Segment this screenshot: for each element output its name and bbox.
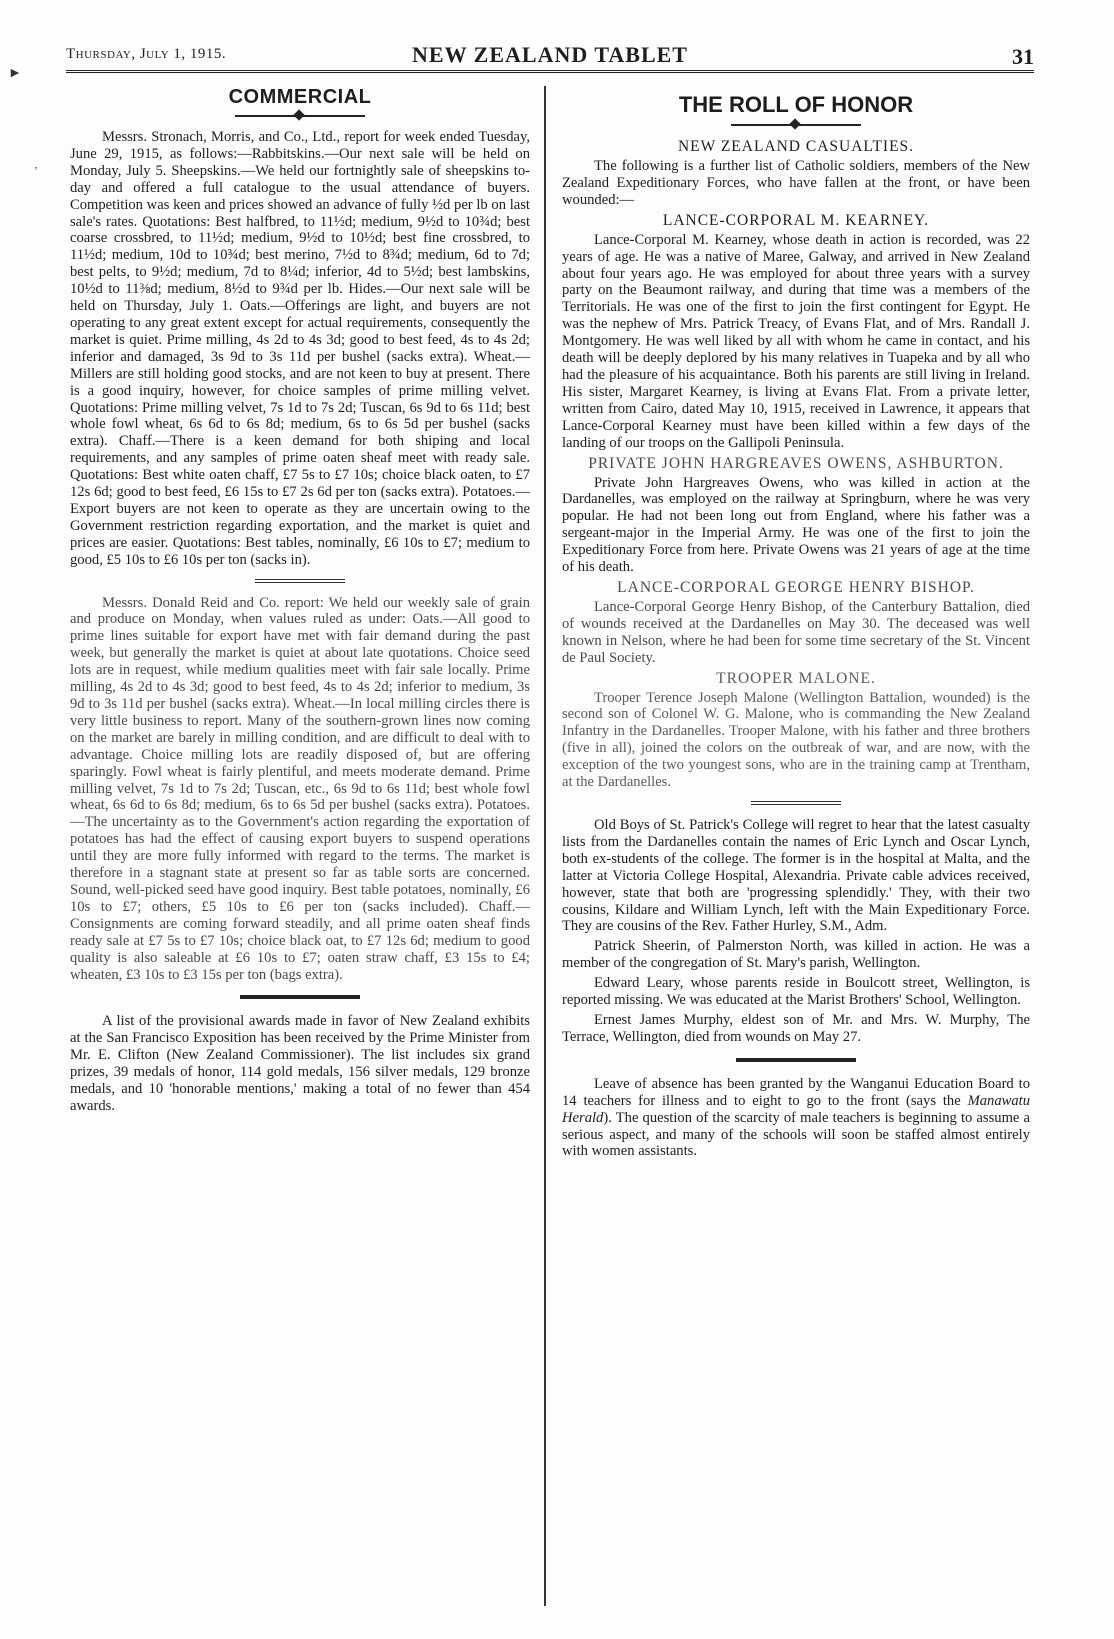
owens-body: Private John Hargreaves Owens, who was killed in action at the Dardanelles, was employed on the railway at Springburn, where he was very popular. He had not been long out from England, where his father was a sergeant-major in the Imperial Army. He was one of the first to join the Expeditionary Force from here. Private Owens was 21 years of age at the time of his death. [562, 474, 1030, 576]
malone-body: Trooper Terence Joseph Malone (Wellington Battalion, wounded) is the second son of Colonel W. G. Malone, who is commanding the New Zealand Infantry in the Dardanelles. Trooper Malone, with his father and three brothers (five in all), joined the colors on the outbreak of war, and are now, with the exception of the two youngest sons, who are in the training camp at Trentham, at the Dardanelles. [562, 689, 1030, 791]
section-separator [240, 995, 360, 999]
masthead [66, 42, 1034, 70]
teachers-leave-text: Leave of absence has been granted by the Wanganui Education Board to 14 teachers for illness and to eight to go to the front (says the [562, 1075, 1030, 1109]
commercial-column [70, 86, 530, 1118]
owens-title: PRIVATE JOHN HARGREAVES OWENS, ASHBURTON. [588, 454, 1004, 472]
commercial-heading: COMMERCIAL [228, 86, 372, 108]
roll-of-honor-heading: THE ROLL OF HONOR [678, 92, 914, 117]
page-number: 31 [1012, 44, 1034, 69]
casualties-subheading: NEW ZEALAND CASUALTIES. [677, 138, 915, 155]
column-divider [544, 86, 546, 1606]
bishop-title: LANCE-CORPORAL GEORGE HENRY BISHOP. [617, 578, 975, 596]
teachers-leave-text-cont: ). The question of the scarcity of male teachers is beginning to assume a serious aspect, and many of the schools will soon be staffed almost entirely with women assistants. [562, 1109, 1030, 1160]
kearney-title: LANCE-CORPORAL M. KEARNEY. [662, 211, 930, 229]
casualties-intro: The following is a further list of Catholic soldiers, members of the New Zealand Expeditionary Forces, who have fallen at the front, or have been wounded:— [562, 158, 1030, 208]
leary-paragraph: Edward Leary, whose parents reside in Boulcott street, Wellington, is reported missing. We was educated at the Marist Brothers' School, Wellington. [562, 975, 1030, 1009]
sheerin-paragraph: Patrick Sheerin, of Palmerston North, was killed in action. He was a member of the congregation of St. Mary's parish, Wellington. [562, 938, 1030, 972]
exposition-awards: A list of the provisional awards made in favor of New Zealand exhibits at the San Francisco Exposition has been received by the Prime Minister from Mr. E. Clifton (New Zealand Commissioner). The list includes six grand prizes, 39 medals of honor, 114 gold medals, 156 silver medals, 129 bronze medals, and 10 'honorable mentions,' making a total of no fewer than 454 awards. [70, 1013, 530, 1114]
stronach-report: Messrs. Stronach, Morris, and Co., Ltd., report for week ended Tuesday, June 29, 1915, as follows:—Rabbitskins.—Our next sale will be held on Monday, July 5. Sheepskins.—We held our fortnightly sale of sheepskins to-day and offered a full catalogue to the usual attendance of buyers. Competition was keen and prices showed an advance of fully ½d per lb on last sale's rates. Quotations: Best halfbred, to 11½d; medium, 9½d to 10¾d; best coarse crossbred, to 11½d; medium, 9½d to 10½d; best fine crossbred, to 11½d; medium, 10d to 10¾d; best merino, 7½d to 8¾d; medium, 6d to 7d; best pelts, to 9½d; medium, 7d to 8¼d; inferior, 4d to 5½d; best lambskins, 10½d to 11⅜d; medium, 8½d to 9¾d per lb. Hides.—Our next sale will be held on Thursday, July 1. Oats.—Offerings are light, and buyers are not operating to any great extent except for actual requirements, consequently the market is quiet. Prime milling, 4s 2d to 4s 3d; good to best feed, 4s to 4s 2d; inferior and damaged, 3s 9d to 3s 11d per bushel (sacks extra). Wheat.—Millers are still holding good stocks, and are not keen to buy at present. There is a good inquiry, however, for choice samples of prime milling velvet. Quotations: Prime milling velvet, 7s 1d to 7s 2d; Tuscan, 6s 9d to 6s 11d; best whole fowl wheat, 6s 6d to 6s 8d; medium, 6s to 6s 5d per bushel (sacks extra). Chaff.—There is a keen demand for both shiping and local requirements, and any samples of prime oaten sheaf meet with ready sale. Quotations: Best white oaten chaff, £7 5s to £7 10s; choice black oaten, to £7 12s 6d; good to best feed, £6 15s to £7 2s 6d per ton (sacks extra). Potatoes.—Export buyers are not keen to operate as they are uncertain owing to the Government restriction regarding exportation, and the market is quiet and prices are easier. Quotations: Best tables, nominally, £6 10s to £7; medium to good, £5 10s to £6 10s per ton (sacks in). [70, 129, 530, 568]
margin-arrow-mark: ► [8, 66, 22, 81]
section-separator [736, 1058, 856, 1062]
section-separator [255, 579, 345, 583]
masthead-rule [66, 70, 1034, 73]
reid-report: Messrs. Donald Reid and Co. report: We held our weekly sale of grain and produce on Monday, when values ruled as under: Oats.—All good to prime lines suitable for export have met with fair demand during the past week, but generally the market is quiet at about late quotations. Choice seed lots are in request, while medium qualities meet with fair sale locally. Prime milling, 4s 2d to 4s 3d; good to best feed, 4s to 4s 2d; inferior to medium, 3s 9d to 3s 11d per bushel (sacks extra). Wheat.—In local milling circles there is very little business to report. Many of the southern-grown lines now coming on the market are barely in milling condition, and are difficult to deal with to advantage. Choice milling lots are readily disposed of, but are offering sparingly. Fowl wheat is fairly plentiful, and meets moderate demand. Prime milling velvet, 7s 1d to 7s 2d; Tuscan, etc., 6s 9d to 6s 11d; best whole fowl wheat, 6s 6d to 6s 8d; medium, 6s to 6s 5d per bushel (sacks extra). Potatoes.—The uncertainty as to the Government's action regarding the exportation of potatoes has had the effect of causing export buyers to suspend operations until they are more fully informed with regard to the terms. The market is therefore in a stagnant state at present so far as table sorts are concerned. Sound, well-picked seed have good inquiry. Best table potatoes, nominally, £6 10s to £7; others, £5 10s to £6 per ton (sacks included). Chaff.—Consignments are coming forward steadily, and all prime oaten sheaf finds ready sale at £7 5s to £7 10s; choice black oat, to £7 12s 6d; medium to good quality is also saleable at £6 10s to £7; oaten straw chaff, £3 15s to £4; wheaten, £3 10s to £3 15s per ton (bags extra). [70, 594, 530, 983]
murphy-paragraph: Ernest James Murphy, eldest son of Mr. and Mrs. W. Murphy, The Terrace, Wellington, died from wounds on May 27. [562, 1011, 1030, 1045]
margin-mark: ’ [34, 165, 38, 177]
issue-date: Thursday, July 1, 1915. [66, 46, 227, 62]
roll-of-honor-column [562, 86, 1030, 1163]
publication-title: NEW ZEALAND TABLET [412, 42, 688, 67]
bishop-body: Lance-Corporal George Henry Bishop, of the Canterbury Battalion, died of wounds received at the Dardanelles on May 30. The deceased was well known in Nelson, where he had been for some time secretary of the St. Vincent de Paul Society. [562, 598, 1030, 666]
kearney-body: Lance-Corporal M. Kearney, whose death in action is recorded, was 22 years of age. He was a native of Maree, Galway, and arrived in New Zealand about four years ago. He was employed for about three years with a survey party on the Beaumont railway, and during that time was a members of the Territorials. He was one of the first to join the first contingent for Egypt. He was the nephew of Mrs. Patrick Treacy, of Evans Flat, and of Mrs. Randall J. Montgomery. He was well liked by all with whom he came in contact, and his death will be deeply deplored by his many relatives in Tuapeka and by all who had the pleasure of his acquaintance. Both his parents are still living in Ireland. His sister, Margaret Kearney, is living at Evans Flat. From a private letter, written from Cairo, dated May 10, 1915, received in Lawrence, it appears that Lance-Corporal Kearney must have been killed within a few days of the landing of our troops on the Gallipoli Peninsula. [562, 231, 1030, 451]
newspaper-name: Manawatu Herald [562, 1092, 1030, 1126]
heading-ornament [731, 120, 861, 130]
section-separator [751, 801, 841, 805]
old-boys-paragraph: Old Boys of St. Patrick's College will regret to hear that the latest casualty lists from the Dardanelles contain the names of Eric Lynch and Oscar Lynch, both ex-students of the college. The former is in the hospital at Malta, and the latter at Victoria College Hospital, Alexandria. Private cable advices received, however, state that both are 'progressing splendidly.' They, with their two cousins, Kildare and William Lynch, left with the Main Expeditionary Force. They are cousins of the Rev. Father Hurley, S.M., Adm. [562, 817, 1030, 935]
heading-ornament [235, 111, 365, 121]
teachers-leave-paragraph [562, 1076, 1030, 1161]
malone-title: TROOPER MALONE. [716, 669, 876, 687]
